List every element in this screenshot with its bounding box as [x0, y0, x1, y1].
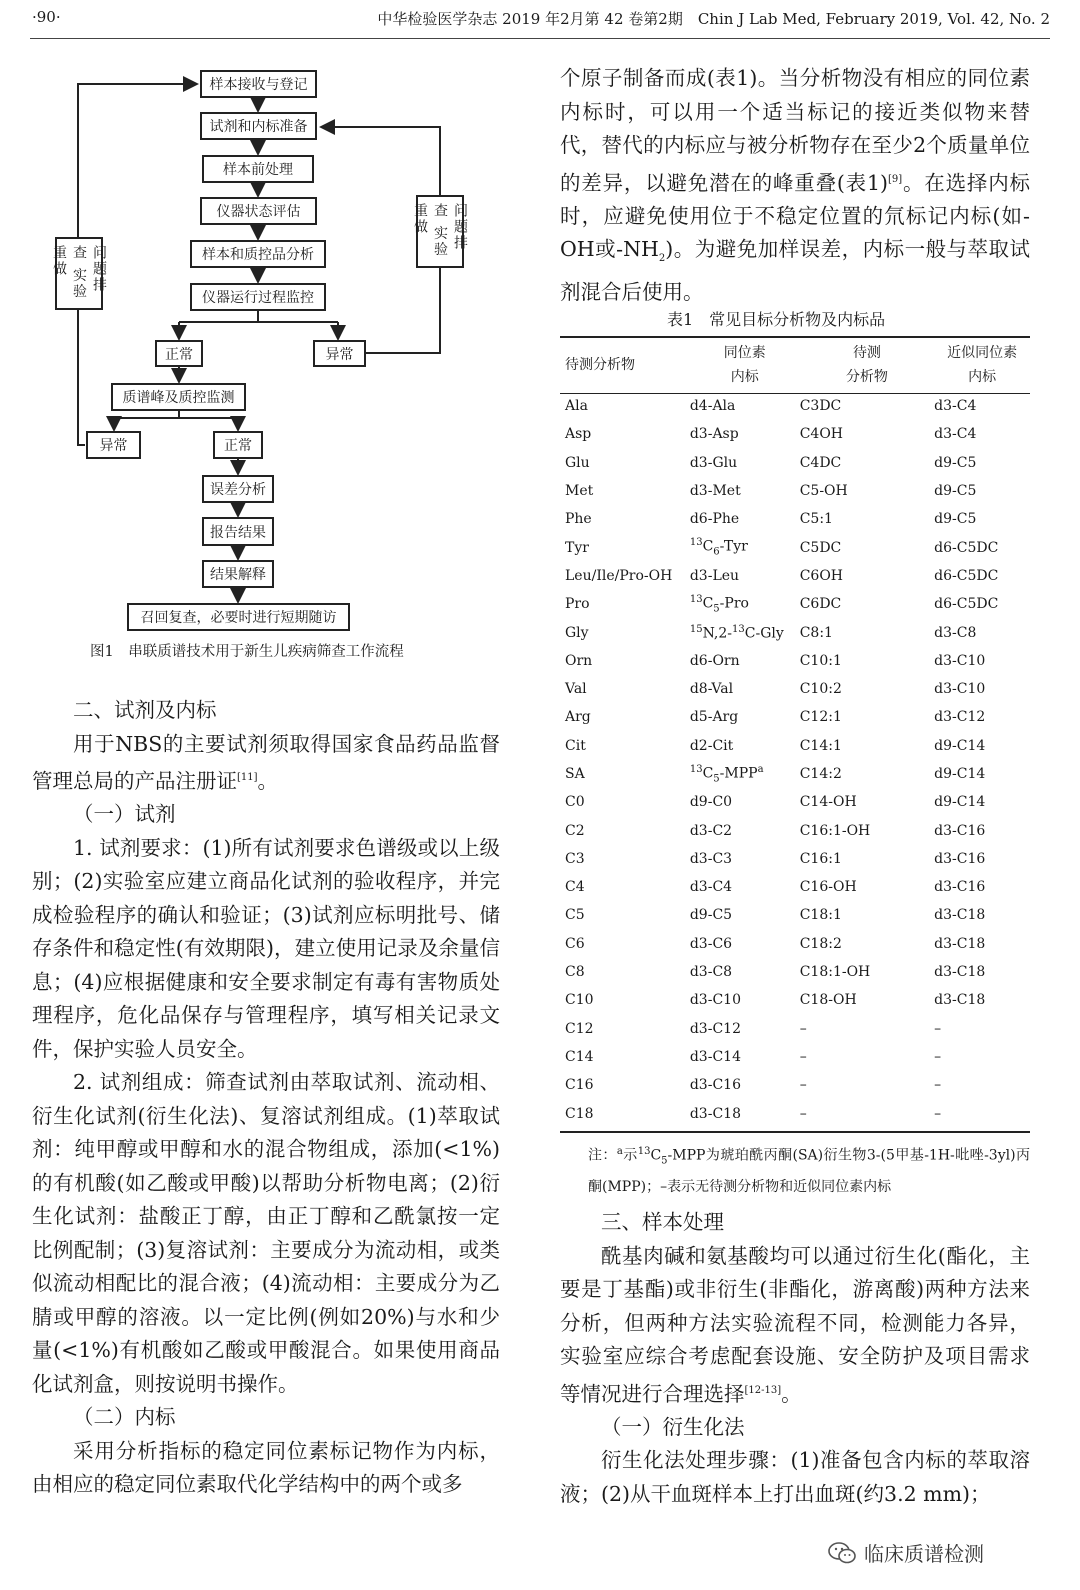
table-row	[560, 760, 1030, 788]
cell-analyte2: C5-OH	[799, 483, 848, 500]
cell-approx-is: d3-C16	[934, 879, 986, 896]
watermark-text: 临床质谱检测	[864, 1542, 984, 1566]
subsection-derivatization-title: （一）衍生化法	[601, 1414, 745, 1439]
cell-approx-is: d3-C16	[934, 850, 986, 867]
flow-normal-1: 正常	[155, 340, 203, 367]
cell-analyte2: C5DC	[799, 539, 842, 556]
table-1-note: 注：$^a$示$^{13}C_5$-MPP为琥珀酰丙酮(SA)衍生物3-(5甲基-1H-吡唑-3yl)丙酮(MPP)；–表示无待测分析物和近似同位素内标	[588, 1146, 1030, 1196]
cell-analyte2: –	[799, 1020, 807, 1037]
th-analyte: 待测分析物	[565, 357, 635, 373]
cell-approx-is: –	[934, 1077, 942, 1094]
subsection-reagents-title: （一）试剂	[73, 802, 176, 827]
flow-right-retry-label: 问题排查 实验重做	[412, 203, 468, 258]
cell-isotope-is: d3-C4	[689, 879, 733, 896]
flow-right-retry-box	[412, 195, 468, 268]
paragraph-reagent-composition: 2. 试剂组成：筛查试剂由萃取试剂、流动相、衍生化试剂(衍生化法)、复溶试剂组成。(1)萃取试剂：纯甲醇或甲醇和水的混合物组成，添加(<1%)的有机酸(如乙酸或甲酸)以帮助分析物电离；(2)衍生化试剂：盐酸正丁醇，由正丁醇和乙酰氯按一定比例配制；(3)复溶试剂：主要成分为流动相，或类似流动相配比的混合液；(4)流动相：主要成分为乙腈或甲醇的溶液。以一定比例(例如20%)与水和少量(<1%)有机酸如乙酸或甲酸混合。如果使用商品化试剂盒，则按说明书操作。	[32, 1070, 500, 1396]
cell-analyte2: C8:1	[799, 624, 833, 641]
cell-isotope-is: d3-C10	[689, 992, 741, 1009]
table-header-row	[560, 338, 1030, 392]
cell-isotope-is: d3-Met	[689, 483, 741, 500]
table-row	[560, 986, 1030, 1014]
cell-analyte2: C18:1	[799, 907, 842, 924]
cell-analyte2: C18:1-OH	[799, 964, 871, 981]
cell-analyte: C0	[565, 794, 585, 811]
cell-isotope-is: d4-Ala	[689, 398, 736, 415]
cell-analyte: C12	[565, 1020, 594, 1037]
subsection-internal-standard-title: （二）内标	[73, 1405, 176, 1430]
cell-isotope-is: d6-Orn	[689, 652, 740, 669]
cell-analyte: Phe	[565, 511, 592, 528]
cell-analyte2: C16:1	[799, 850, 842, 867]
cell-analyte: C18	[565, 1105, 594, 1122]
cell-analyte2: C4DC	[799, 454, 842, 471]
figure-1-caption: 图1 串联质谱技术用于新生儿疾病筛查工作流程	[90, 644, 404, 660]
cell-analyte: C14	[565, 1048, 594, 1065]
section-2-title: 二、试剂及内标	[73, 698, 217, 722]
cell-isotope-is: $^{13}C_6$-Tyr	[689, 537, 748, 558]
left-column-text	[32, 694, 500, 1502]
paragraph-sample-processing: 酰基肉碱和氨基酸均可以通过衍生化(酯化，主要是丁基酯)或非衍生(非酯化，游离酸)两种方法来分析，但两种方法实验流程不同，检测能力各异，实验室应综合考虑配套设施、安全防护及项目需求等情况进行合理选择[12-13]。	[560, 1243, 1030, 1406]
table-row	[560, 618, 1030, 646]
cell-analyte2: C14:1	[799, 737, 842, 754]
cell-approx-is: –	[934, 1020, 942, 1037]
section-3-title: 三、样本处理	[601, 1210, 724, 1234]
cell-approx-is: d9-C14	[934, 737, 986, 754]
cell-analyte2: C18:2	[799, 935, 842, 952]
cell-analyte2: C6DC	[799, 596, 842, 613]
cell-analyte: C8	[565, 964, 585, 981]
paragraph-reagent-requirements: 1. 试剂要求：(1)所有试剂要求色谱级或以上级别；(2)实验室应建立商品化试剂的验收程序，并完成检验程序的确认和验证；(3)试剂应标明批号、储存条件和稳定性(有效期限)，建立使用记录及余量信息；(4)应根据健康和安全要求制定有毒有害物质处理程序，危化品保存与管理程序，填写相关记录文件，保护实验人员安全。	[32, 835, 500, 1061]
cell-analyte: Cit	[565, 737, 586, 754]
table-row	[560, 505, 1030, 533]
cell-analyte: Pro	[565, 596, 590, 613]
flow-step-error-analysis: 误差分析	[202, 475, 274, 503]
table-row	[560, 1015, 1030, 1043]
cell-approx-is: d9-C5	[934, 454, 977, 471]
cell-analyte: C2	[565, 822, 585, 839]
cell-isotope-is: d8-Val	[689, 681, 734, 698]
table-row	[560, 675, 1030, 703]
cell-analyte: C3	[565, 850, 585, 867]
flow-step-run-monitoring: 仪器运行过程监控	[190, 283, 326, 311]
th-approx-is-line1: 近似同位素	[947, 345, 1018, 361]
cell-analyte: C5	[565, 907, 585, 924]
cell-isotope-is: d9-C5	[689, 907, 733, 924]
table-row	[560, 873, 1030, 901]
right-column-intro	[560, 62, 1030, 309]
table-row	[560, 958, 1030, 986]
cell-analyte: Val	[565, 681, 587, 698]
journal-header: 中华检验医学杂志 2019 年2月第 42 卷第2期 Chin J Lab Med, February 2019, Vol. 42, No. 2	[377, 10, 1050, 28]
flow-step-report: 报告结果	[202, 517, 274, 546]
cell-analyte: Leu/Ile/Pro-OH	[565, 567, 673, 584]
figure-1-flowchart	[0, 0, 540, 640]
table-row	[560, 533, 1030, 561]
cell-approx-is: d3-C18	[934, 992, 986, 1009]
flow-step-recall: 召回复查，必要时进行短期随访	[127, 603, 350, 631]
cell-analyte2: C10:1	[799, 652, 842, 669]
paragraph-isotope-continued: 个原子制备而成(表1)。当分析物没有相应的同位素内标时，可以用一个适当标记的接近类似物来替代，替代的内标应与被分析物存在至少2个质量单位的差异，以避免潜在的峰重叠(表1)[9]。在选择内标时，应避免使用位于不稳定位置的氘标记内标(如-OH或$-NH_2$)。为避免加样误差，内标一般与萃取试剂混合后使用。	[560, 66, 1030, 304]
table-row	[560, 732, 1030, 760]
cell-approx-is: d3-C10	[934, 652, 986, 669]
cell-isotope-is: d2-Cit	[689, 737, 734, 754]
cell-analyte2: C4OH	[799, 426, 844, 443]
cell-analyte: Orn	[565, 652, 593, 669]
paragraph-internal-standard: 采用分析指标的稳定同位素标记物作为内标，由相应的稳定同位素取代化学结构中的两个或多	[32, 1438, 500, 1497]
cell-isotope-is: d3-C18	[689, 1105, 741, 1122]
th-approx-is	[934, 338, 1030, 392]
cell-approx-is: d3-C18	[934, 964, 986, 981]
paragraph-reagent-registration: 用于NBS的主要试剂须取得国家食品药品监督管理总局的产品注册证[11]。	[32, 731, 500, 793]
th-analyte2-line1: 待测	[852, 345, 881, 361]
flow-step-pretreatment: 样本前处理	[202, 155, 314, 183]
th-isotope-is-line2: 内标	[730, 369, 759, 385]
flow-step-reagent-prep: 试剂和内标准备	[200, 112, 317, 140]
cell-analyte: C6	[565, 935, 585, 952]
table-row	[560, 816, 1030, 844]
cell-analyte: C10	[565, 992, 594, 1009]
table-row	[560, 449, 1030, 477]
flow-abnormal-2: 异常	[86, 431, 141, 459]
cell-isotope-is: d9-C0	[689, 794, 733, 811]
th-isotope-is	[690, 338, 800, 392]
cell-analyte: Ala	[565, 398, 588, 415]
cell-analyte2: C12:1	[799, 709, 842, 726]
cell-analyte: Tyr	[565, 539, 589, 556]
page-number: ·90·	[32, 8, 61, 26]
table-row	[560, 1071, 1030, 1099]
cell-approx-is: d6-C5DC	[934, 567, 999, 584]
cell-isotope-is: d3-C14	[689, 1048, 741, 1065]
cell-analyte2: C18-OH	[799, 992, 857, 1009]
table-row	[560, 562, 1030, 590]
flow-left-retry-label: 问题排查 实验重做	[51, 245, 107, 300]
cell-analyte: C16	[565, 1077, 594, 1094]
flow-normal-2: 正常	[213, 431, 263, 459]
cell-analyte2: C14-OH	[799, 794, 857, 811]
cell-approx-is: d3-C4	[934, 398, 977, 415]
table-1-body	[560, 392, 1030, 1128]
cell-analyte: Arg	[565, 709, 591, 726]
cell-approx-is: d3-C12	[934, 709, 986, 726]
cell-approx-is: d3-C8	[934, 624, 977, 641]
table-row	[560, 477, 1030, 505]
cell-isotope-is: $^{13}C_5-MPP^a$	[689, 763, 764, 785]
cell-approx-is: d9-C5	[934, 511, 977, 528]
cell-isotope-is: d3-C8	[689, 964, 733, 981]
cell-approx-is: d9-C14	[934, 794, 986, 811]
cell-analyte: Asp	[565, 426, 592, 443]
flow-abnormal-1: 异常	[313, 340, 366, 367]
cell-isotope-is: d3-Asp	[689, 426, 739, 443]
flow-step-interpretation: 结果解释	[202, 560, 274, 588]
table-bottom-rule	[560, 1131, 1030, 1133]
cell-analyte2: –	[799, 1077, 807, 1094]
cell-isotope-is: d5-Arg	[689, 709, 739, 726]
wechat-icon	[828, 1541, 856, 1565]
cell-approx-is: d3-C16	[934, 822, 986, 839]
th-analyte2	[800, 338, 934, 392]
flow-step-receive: 样本接收与登记	[200, 70, 317, 98]
th-approx-is-line2: 内标	[968, 369, 997, 385]
table-row	[560, 647, 1030, 675]
cell-analyte2: –	[799, 1105, 807, 1122]
cell-isotope-is: d6-Phe	[689, 511, 740, 528]
cell-isotope-is: $^{15}$N,2-$^{13}$C-Gly	[689, 623, 784, 642]
table-1-caption: 表1 常见目标分析物及内标品	[667, 310, 886, 329]
cell-isotope-is: d3-C6	[689, 935, 733, 952]
cell-analyte: Met	[565, 483, 594, 500]
cell-analyte2: C16-OH	[799, 879, 857, 896]
cell-analyte: SA	[565, 766, 585, 782]
cell-approx-is: d3-C18	[934, 907, 986, 924]
cell-isotope-is: d3-Leu	[689, 567, 740, 584]
th-isotope-is-line1: 同位素	[723, 345, 766, 361]
flow-step-peak-qc: 质谱峰及质控监测	[111, 383, 246, 411]
cell-analyte2: C16:1-OH	[799, 822, 871, 839]
table-row	[560, 930, 1030, 958]
cell-analyte2: C5:1	[799, 511, 833, 528]
cell-approx-is: d9-C14	[934, 766, 986, 782]
cell-analyte2: C10:2	[799, 681, 842, 698]
paragraph-derivatization-steps: 衍生化法处理步骤：(1)准备包含内标的萃取溶液；(2)从干血斑样本上打出血斑(约3.2 mm)；	[560, 1448, 1030, 1506]
right-column-text	[560, 1206, 1030, 1511]
table-row	[560, 901, 1030, 929]
cell-isotope-is: d3-C3	[689, 850, 733, 867]
table-row	[560, 1099, 1030, 1127]
cell-approx-is: d6-C5DC	[934, 596, 999, 613]
cell-approx-is: –	[934, 1105, 942, 1122]
flow-step-sample-qc-analysis: 样本和质控品分析	[190, 240, 326, 268]
cell-isotope-is: d3-C2	[689, 822, 733, 839]
table-row	[560, 392, 1030, 420]
flow-step-instrument-eval: 仪器状态评估	[200, 197, 317, 225]
cell-approx-is: d3-C4	[934, 426, 977, 443]
table-row	[560, 1043, 1030, 1071]
cell-analyte2: C6OH	[799, 567, 844, 584]
cell-isotope-is: d3-C16	[689, 1077, 741, 1094]
cell-approx-is: d3-C10	[934, 681, 986, 698]
th-analyte2-line2: 分析物	[845, 369, 888, 385]
table-1	[560, 338, 1030, 1128]
watermark	[828, 1538, 984, 1567]
cell-approx-is: –	[934, 1048, 942, 1065]
cell-isotope-is: d3-Glu	[689, 454, 738, 471]
cell-approx-is: d3-C18	[934, 935, 986, 952]
table-row	[560, 590, 1030, 618]
flow-left-retry-box	[51, 237, 107, 310]
cell-analyte2: C14:2	[799, 766, 842, 782]
cell-analyte: C4	[565, 879, 585, 896]
cell-isotope-is: $^{13}C_5$-Pro	[689, 594, 749, 615]
cell-analyte: Gly	[565, 624, 589, 641]
cell-analyte2: C3DC	[799, 398, 842, 415]
cell-analyte: Glu	[565, 454, 590, 471]
cell-approx-is: d6-C5DC	[934, 539, 999, 556]
cell-approx-is: d9-C5	[934, 483, 977, 500]
table-row	[560, 845, 1030, 873]
table-row	[560, 788, 1030, 816]
table-row	[560, 420, 1030, 448]
table-row	[560, 703, 1030, 731]
cell-isotope-is: d3-C12	[689, 1020, 741, 1037]
cell-analyte2: –	[799, 1048, 807, 1065]
